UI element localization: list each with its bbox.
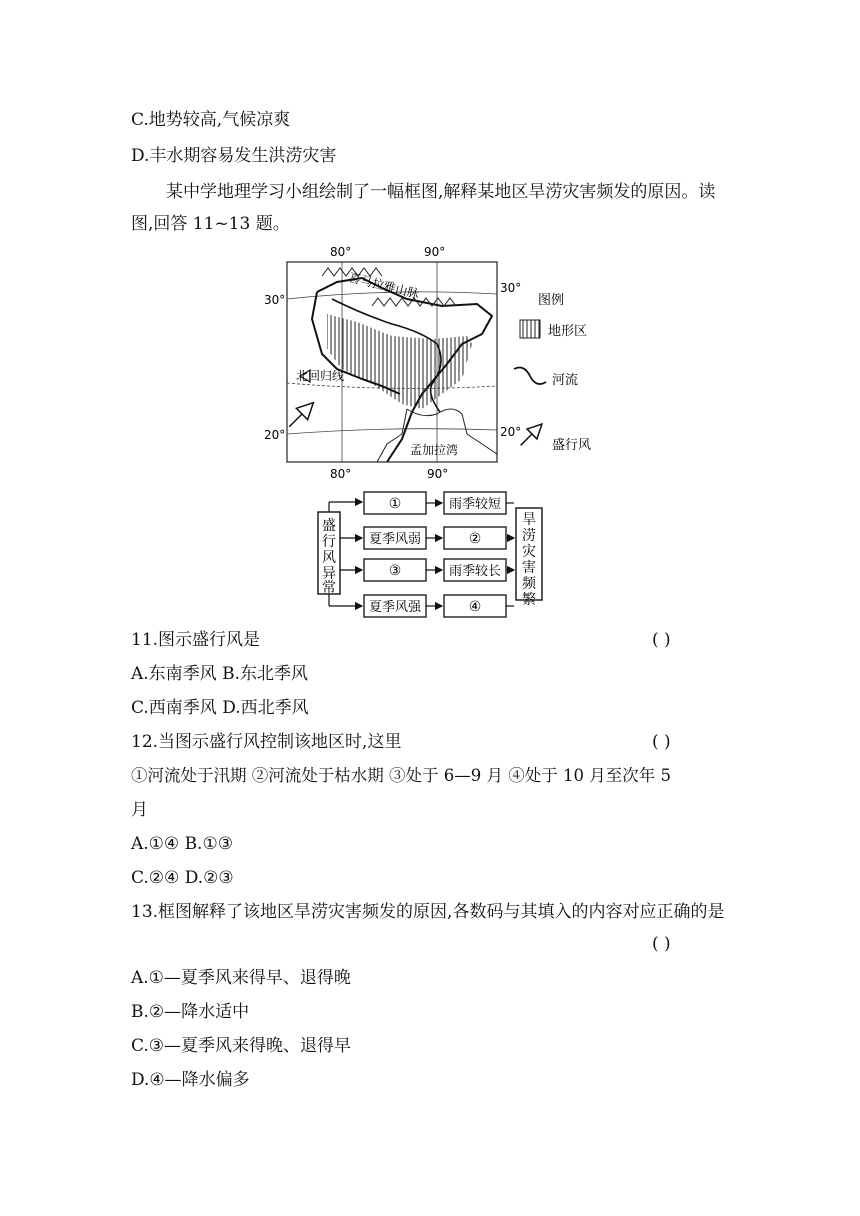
box-4-text: ④ bbox=[468, 599, 482, 615]
q12-items-cont: 月 bbox=[131, 800, 148, 820]
svg-text:灾: 灾 bbox=[522, 544, 536, 560]
box-summer-strong-text: 夏季风强 bbox=[368, 600, 422, 615]
option-c-prev: C.地势较高,气候凉爽 bbox=[131, 110, 291, 130]
box-3-text: ③ bbox=[388, 563, 402, 579]
intro-line-1: 某中学地理学习小组绘制了一幅框图,解释某地区旱涝灾害频发的原因。读 bbox=[166, 182, 716, 202]
legend-title: 图例 bbox=[538, 293, 565, 308]
box-summer-weak-text: 夏季风弱 bbox=[368, 532, 422, 547]
q13-stem: 13.框图解释了该地区旱涝灾害频发的原因,各数码与其填入的内容对应正确的是 bbox=[131, 902, 725, 922]
lat-20-left: 20° bbox=[264, 428, 286, 442]
mountain-label: 喜马拉雅山脉 bbox=[347, 270, 421, 302]
q12-answer-paren[interactable]: ( ) bbox=[652, 732, 671, 752]
left-label-char-1: 盛 bbox=[322, 518, 336, 534]
lon-90-bottom: 90° bbox=[427, 467, 449, 481]
lat-20-right: 20° bbox=[500, 425, 522, 439]
lon-80-bottom: 80° bbox=[330, 467, 352, 481]
svg-text:频: 频 bbox=[522, 576, 536, 592]
q13-option-b: B.②—降水适中 bbox=[131, 1002, 250, 1022]
lon-90-top: 90° bbox=[424, 245, 446, 259]
svg-text:害: 害 bbox=[522, 560, 536, 576]
q13-option-d: D.④—降水偏多 bbox=[131, 1070, 250, 1090]
box-rainy-long-text: 雨季较长 bbox=[448, 564, 502, 579]
svg-text:涝: 涝 bbox=[522, 528, 536, 544]
legend-river: 河流 bbox=[552, 373, 579, 388]
right-label-char-1: 旱 bbox=[522, 512, 536, 528]
svg-text:常: 常 bbox=[322, 580, 336, 596]
q11-stem: 11.图示盛行风是 bbox=[131, 630, 261, 650]
legend-terrain: 地形区 bbox=[548, 324, 588, 339]
lat-30-right: 30° bbox=[500, 281, 522, 295]
region-map bbox=[262, 244, 612, 481]
lat-30-left: 30° bbox=[264, 293, 286, 307]
tropic-label: 北回归线 bbox=[296, 369, 345, 383]
legend-wind: 盛行风 bbox=[552, 438, 592, 453]
svg-text:行: 行 bbox=[322, 534, 336, 550]
box-1-text: ① bbox=[388, 496, 402, 512]
wind-arrow-icon bbox=[284, 397, 319, 432]
q13-option-a: A.①—夏季风来得早、退得晚 bbox=[131, 968, 351, 988]
q11-options-cd: C.西南季风 D.西北季风 bbox=[131, 698, 309, 718]
q12-stem: 12.当图示盛行风控制该地区时,这里 bbox=[131, 732, 402, 752]
svg-text:异: 异 bbox=[322, 566, 336, 582]
q12-options-cd: C.②④ D.②③ bbox=[131, 868, 234, 888]
svg-text:风: 风 bbox=[322, 550, 336, 566]
q11-options-ab: A.东南季风 B.东北季风 bbox=[131, 664, 308, 684]
legend-river-icon bbox=[514, 368, 546, 384]
q13-answer-paren[interactable]: ( ) bbox=[652, 934, 671, 954]
box-rainy-short-text: 雨季较短 bbox=[448, 497, 502, 512]
legend-terrain-swatch bbox=[520, 320, 540, 338]
svg-text:繁: 繁 bbox=[522, 592, 536, 608]
q13-option-c: C.③—夏季风来得晚、退得早 bbox=[131, 1036, 352, 1056]
lon-80-top: 80° bbox=[330, 245, 352, 259]
intro-line-2: 图,回答 11~13 题。 bbox=[131, 214, 290, 234]
option-d-prev: D.丰水期容易发生洪涝灾害 bbox=[131, 146, 337, 166]
q12-items: ①河流处于汛期 ②河流处于枯水期 ③处于 6—9 月 ④处于 10 月至次年 5 bbox=[131, 766, 671, 785]
q11-answer-paren[interactable]: ( ) bbox=[652, 630, 671, 650]
box-2-text: ② bbox=[468, 531, 482, 547]
q12-options-ab: A.①④ B.①③ bbox=[131, 834, 233, 854]
bay-label: 孟加拉湾 bbox=[410, 443, 459, 457]
flow-chart bbox=[312, 484, 548, 620]
